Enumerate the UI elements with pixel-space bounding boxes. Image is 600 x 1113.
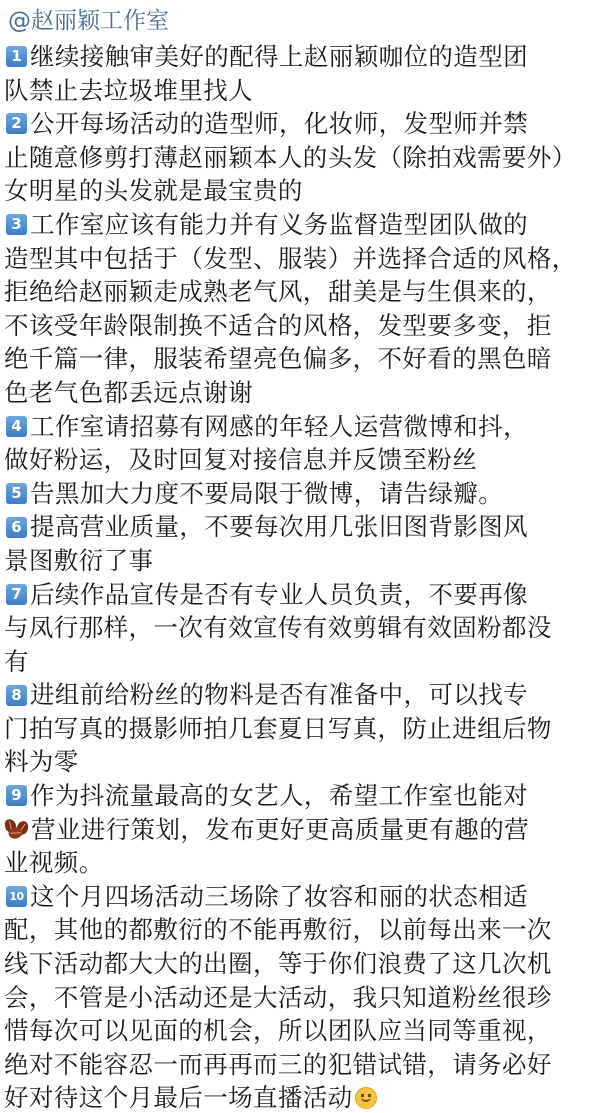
item-3-line (4, 242, 596, 276)
item-10-line (4, 981, 596, 1015)
item-10-text: 配，其他的都敷衍的不能再敷衍，以前每出来一次 (4, 915, 552, 945)
item-5-text: 告黑加大力度不要局限于微博，请告绿瓣。 (30, 478, 504, 508)
item-6-line (4, 510, 596, 544)
item-9-line (4, 779, 596, 813)
item-2-line (4, 107, 596, 141)
number-badge-10-icon: 10 (6, 886, 27, 907)
item-3-text: 不该受年龄限制换不适合的风格，发型要多变，拒 (4, 310, 552, 340)
item-3-text: 造型其中包括于（发型、服装）并选择合适的风格， (4, 243, 577, 273)
item-8-text: 进组前给粉丝的物料是否有准备中，可以找专 (30, 680, 528, 710)
item-5-line (4, 477, 596, 511)
item-7-line (4, 611, 596, 645)
item-6-text: 提高营业质量，不要每次用几张旧图背影图风 (30, 512, 528, 542)
item-8-line (4, 678, 596, 712)
number-badge-6-icon: 6 (6, 517, 27, 538)
item-3-line (4, 342, 596, 376)
item-2-text: 女明星的头发就是最宝贵的 (4, 176, 303, 206)
item-2-text: 止随意修剪打薄赵丽颖本人的头发（除拍戏需要外） (4, 142, 577, 172)
number-badge-3-icon: 3 (6, 214, 27, 235)
item-8-text: 料为零 (4, 747, 79, 777)
item-7-text: 有 (4, 646, 29, 676)
item-3-text: 绝千篇一律，服装希望亮色偏多，不好看的黑色暗 (4, 344, 552, 374)
item-6-text: 景图敷衍了事 (4, 545, 154, 575)
item-8-line (4, 745, 596, 779)
item-10-line (4, 913, 596, 947)
item-7-text: 后续作品宣传是否有专业人员负责，不要再像 (30, 579, 528, 609)
item-10-line (4, 1081, 596, 1113)
item-10-line (4, 880, 596, 914)
number-badge-2-icon: 2 (6, 113, 27, 134)
post-body (4, 40, 596, 1113)
item-2-line (4, 141, 596, 175)
number-badge-4-icon: 4 (6, 416, 27, 437)
item-7-line (4, 578, 596, 612)
item-10-text: 惜每次可以见面的机会，所以团队应当同等重视， (4, 1016, 552, 1046)
item-1-text: 队禁止去垃圾堆里找人 (4, 75, 253, 105)
smile-emoji-icon (355, 1087, 377, 1109)
item-2-line (4, 174, 596, 208)
item-4-line (4, 410, 596, 444)
item-1-text: 继续接触审美好的配得上赵丽颖咖位的造型团 (30, 42, 528, 71)
item-3-line (4, 309, 596, 343)
item-8-line (4, 712, 596, 746)
item-10-line (4, 947, 596, 981)
item-3-line (4, 275, 596, 309)
item-3-text: 工作室应该有能力并有义务监督造型团队做的 (30, 209, 528, 239)
item-9-line (4, 813, 596, 847)
item-2-text: 公开每场活动的造型师，化妆师，发型师并禁 (30, 109, 528, 139)
item-9-text: 营业进行策划，发布更好更高质量更有趣的营 (31, 814, 529, 844)
item-10-text: 会，不管是小活动还是大活动，我只知道粉丝很珍 (4, 982, 552, 1012)
item-1-line (4, 74, 596, 108)
item-4-line (4, 443, 596, 477)
item-1-line (4, 40, 596, 74)
item-10-line (4, 1014, 596, 1048)
item-7-text: 与凤行那样，一次有效宣传有效剪辑有效固粉都没 (4, 613, 552, 643)
number-badge-7-icon: 7 (6, 584, 27, 605)
item-10-text: 好对待这个月最后一场直播活动 (4, 1083, 353, 1113)
item-3-text: 拒绝给赵丽颖走成熟老气风，甜美是与生俱来的， (4, 277, 552, 307)
item-6-line (4, 544, 596, 578)
item-10-text: 这个月四场活动三场除了妆容和丽的状态相适 (30, 881, 528, 911)
number-badge-8-icon: 8 (6, 685, 27, 706)
item-3-line (4, 208, 596, 242)
item-4-text: 工作室请招募有网感的年轻人运营微博和抖， (30, 411, 528, 441)
item-10-text: 线下活动都大大的出圈，等于你们浪费了这几次机 (4, 949, 552, 979)
item-10-text: 绝对不能容忍一而再再而三的犯错试错，请务必好 (4, 1049, 552, 1079)
item-9-line (4, 846, 596, 880)
item-9-text: 业视频。 (4, 848, 104, 878)
item-8-text: 门拍写真的摄影师拍几套夏日写真，防止进组后物 (4, 713, 552, 743)
studio-mention-link[interactable]: @赵丽颖工作室 (8, 8, 169, 34)
number-badge-5-icon: 5 (6, 483, 27, 504)
number-badge-9-icon: 9 (6, 785, 27, 806)
item-9-text: 作为抖流量最高的女艺人，希望工作室也能对 (30, 781, 528, 811)
item-10-line (4, 1048, 596, 1082)
number-badge-1-icon: 1 (6, 46, 27, 67)
coffee-beans-icon (4, 818, 30, 840)
item-7-line (4, 645, 596, 679)
item-3-text: 色老气色都丢远点谢谢 (4, 377, 253, 407)
item-4-text: 做好粉运，及时回复对接信息并反馈至粉丝 (4, 445, 478, 475)
item-3-line (4, 376, 596, 410)
